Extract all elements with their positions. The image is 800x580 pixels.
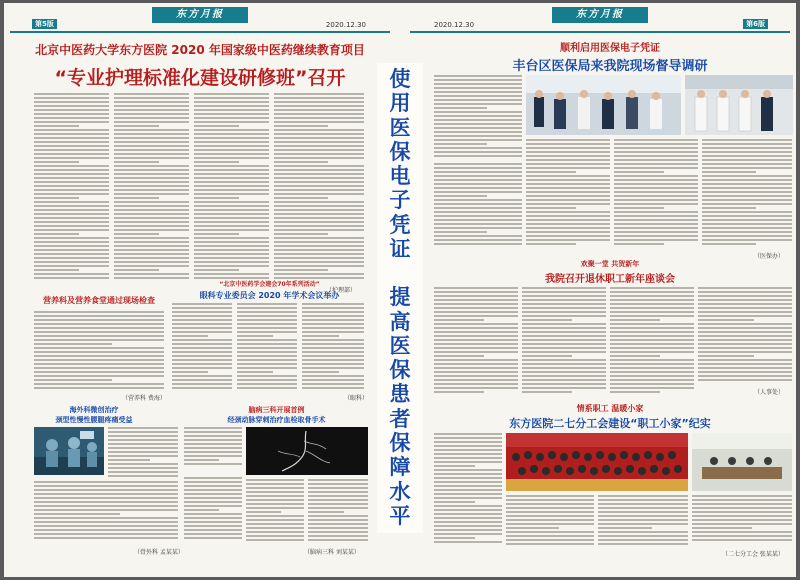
credit: （医保办） bbox=[754, 253, 785, 260]
credit: （人事处） bbox=[754, 389, 785, 396]
article-column bbox=[614, 139, 698, 249]
story-title: 眼科专业委员会 2020 年学术会议举办 bbox=[199, 291, 340, 300]
banner-glyph: 子 bbox=[389, 188, 411, 213]
article-column bbox=[308, 479, 368, 543]
photo-meeting bbox=[692, 433, 792, 491]
masthead-brand: 东方月报 bbox=[552, 7, 648, 23]
article-column bbox=[434, 163, 522, 249]
article-column bbox=[108, 427, 178, 479]
credit: （骨外科 孟某某） bbox=[134, 549, 184, 556]
photo-staff-group bbox=[685, 75, 793, 135]
story-title: 我院召开退休职工新年座谈会 bbox=[545, 274, 675, 285]
photo-surgery bbox=[34, 427, 104, 475]
article-column bbox=[172, 303, 232, 391]
banner-glyph: 用 bbox=[389, 91, 411, 116]
credit: （脑病三科 刘某某） bbox=[304, 549, 360, 556]
banner-glyph: 患 bbox=[389, 382, 411, 407]
masthead-right bbox=[410, 5, 790, 33]
banner-glyph: 保 bbox=[389, 430, 411, 455]
masthead-date: 2020.12.30 bbox=[434, 21, 475, 29]
headline-kicker: 顺利启用医保电子凭证 bbox=[560, 43, 660, 54]
article-column bbox=[246, 479, 304, 543]
article-column bbox=[522, 287, 606, 397]
banner-glyph: 证 bbox=[389, 236, 411, 261]
banner-glyph: 高 bbox=[389, 309, 411, 334]
story-title: 海外科微创治疗 bbox=[69, 406, 119, 414]
article-column bbox=[434, 433, 502, 545]
credit: （护理部） bbox=[326, 287, 357, 294]
article-column bbox=[506, 495, 594, 547]
article-column bbox=[184, 427, 242, 469]
story-title: 颈型性慢性腰腿疼痛受益 bbox=[55, 416, 133, 424]
banner-glyph: 保 bbox=[389, 358, 411, 383]
headline-main: “专业护理标准化建设研修班”召开 bbox=[54, 67, 346, 89]
article-column bbox=[302, 303, 364, 391]
article-column bbox=[184, 477, 242, 543]
story-kicker: 脑病三科开展首例 bbox=[248, 406, 305, 414]
story-kicker: 情系职工 温暖小家 bbox=[576, 404, 644, 413]
headline-kicker: 北京中医药大学东方医院 2020 年国家级中医药继续教育项目 bbox=[35, 43, 365, 57]
story-title: 经颈动脉穿刺治疗血栓取骨手术 bbox=[227, 416, 326, 424]
banner-glyph: 障 bbox=[389, 455, 411, 480]
banner-glyph: 水 bbox=[389, 479, 411, 504]
article-column bbox=[526, 139, 610, 249]
article-column bbox=[702, 139, 792, 249]
page-number: 第5版 bbox=[32, 19, 57, 29]
article-column bbox=[692, 495, 792, 545]
credit: （营养科 费海） bbox=[122, 395, 166, 402]
banner-glyph: 保 bbox=[389, 139, 411, 164]
page-right bbox=[404, 3, 796, 577]
article-column bbox=[114, 93, 189, 283]
story-title: 营养科及营养食堂通过现场检查 bbox=[43, 296, 155, 305]
article-column bbox=[237, 303, 297, 391]
story-kicker: 欢聚一堂 共贺新年 bbox=[580, 260, 640, 268]
headline-main: 丰台区医保局来我院现场督导调研 bbox=[512, 59, 708, 74]
photo-group bbox=[506, 433, 688, 491]
page-number: 第6版 bbox=[743, 19, 768, 29]
article-column bbox=[434, 287, 518, 397]
page-left bbox=[4, 3, 396, 577]
banner-glyph: 凭 bbox=[389, 212, 411, 237]
photo-angiography bbox=[246, 427, 368, 475]
article-column bbox=[610, 287, 694, 397]
article-column bbox=[194, 93, 269, 283]
vertical-banner bbox=[377, 63, 423, 533]
masthead-left bbox=[10, 5, 390, 33]
story-kicker: “北京中医药学会建会70年系列活动” bbox=[219, 281, 320, 288]
article-column bbox=[34, 93, 109, 283]
banner-glyph bbox=[396, 263, 403, 284]
article-column bbox=[34, 481, 178, 543]
article-column bbox=[434, 75, 522, 160]
article-column bbox=[274, 93, 364, 283]
banner-glyph: 电 bbox=[389, 164, 411, 189]
banner-glyph: 医 bbox=[389, 333, 411, 358]
banner-glyph: 医 bbox=[389, 115, 411, 140]
article-column bbox=[698, 287, 792, 383]
banner-glyph: 使 bbox=[389, 67, 411, 91]
banner-glyph: 提 bbox=[389, 285, 411, 310]
newspaper-spread bbox=[4, 3, 796, 577]
credit: （眼科） bbox=[344, 395, 369, 402]
banner-glyph: 者 bbox=[389, 406, 411, 431]
photo-inspection bbox=[526, 75, 681, 135]
masthead-date: 2020.12.30 bbox=[325, 21, 366, 29]
article-column bbox=[598, 495, 688, 547]
masthead-brand: 东方月报 bbox=[152, 7, 248, 23]
story-title: 东方医院二七分工会建设“职工小家”纪实 bbox=[509, 417, 711, 430]
credit: （二七分工会 张某某） bbox=[722, 551, 784, 558]
article-column bbox=[34, 311, 164, 391]
banner-glyph: 平 bbox=[389, 503, 411, 528]
